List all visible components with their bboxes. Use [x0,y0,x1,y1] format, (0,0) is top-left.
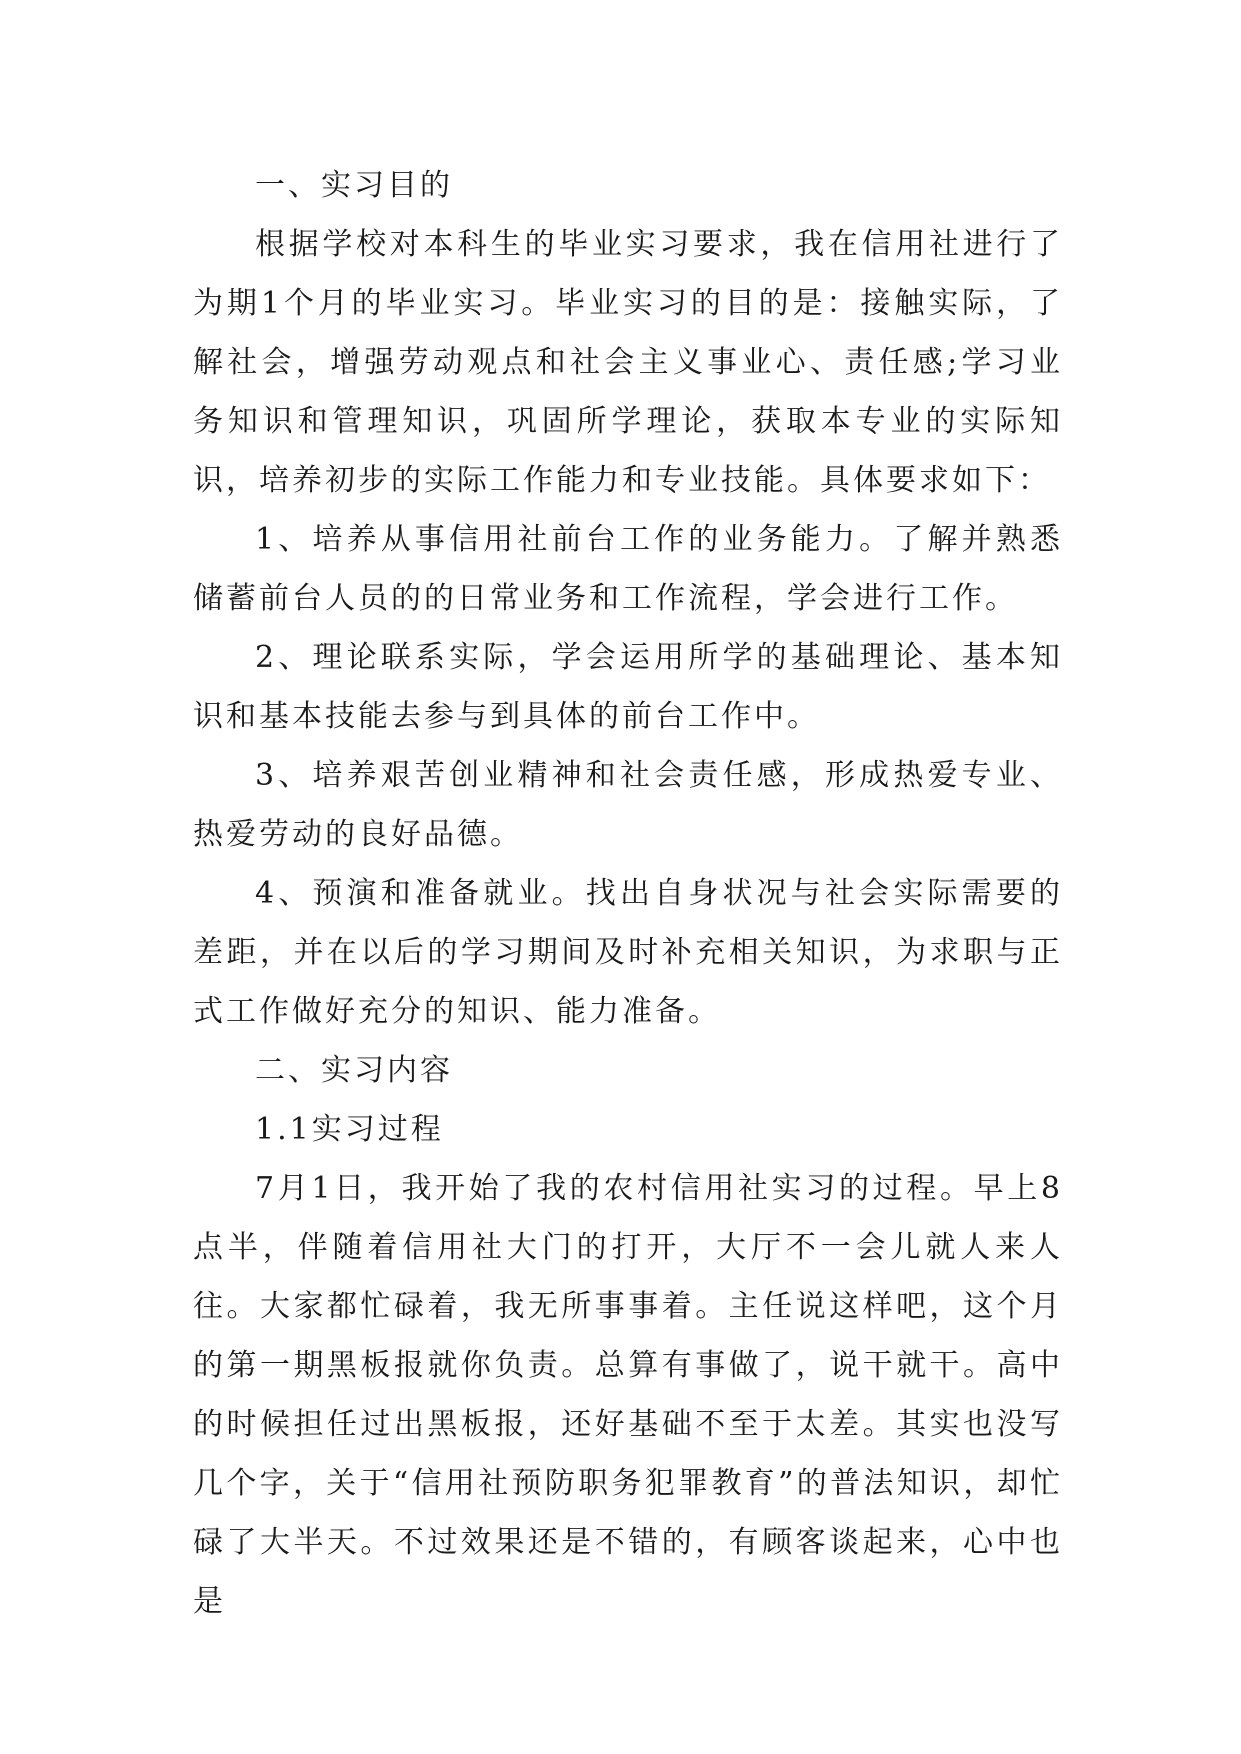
subsection-heading-process: 1.1实习过程 [255,1112,444,1147]
section-heading-purpose: 一、实习目的 [255,168,453,203]
paragraph-requirement-2: 2、理论联系实际，学会运用所学的基础理论、基本知识和基本技能去参与到具体的前台工作中。 [193,640,1063,734]
document-body [193,156,1063,1631]
section-heading-content: 二、实习内容 [255,1053,453,1088]
paragraph-requirement-4: 4、预演和准备就业。找出自身状况与社会实际需要的差距，并在以后的学习期间及时补充相关知识，为求职与正式工作做好充分的知识、能力准备。 [193,876,1063,1029]
paragraph-requirement-3: 3、培养艰苦创业精神和社会责任感，形成热爱专业、热爱劳动的良好品德。 [193,758,1063,852]
paragraph-requirement-1: 1、培养从事信用社前台工作的业务能力。了解并熟悉储蓄前台人员的的日常业务和工作流程，学会进行工作。 [193,522,1063,616]
paragraph-process: 7月1日，我开始了我的农村信用社实习的过程。早上8点半，伴随着信用社大门的打开，大厅不一会儿就人来人往。大家都忙碌着，我无所事事着。主任说这样吧，这个月的第一期黑板报就你负责。总算有事做了，说干就干。高中的时候担任过出黑板报，还好基础不至于太差。其实也没写几个字，关于“信用社预防职务犯罪教育”的普法知识，却忙碌了大半天。不过效果还是不错的，有顾客谈起来，心中也是 [193,1171,1063,1619]
paragraph-purpose-intro: 根据学校对本科生的毕业实习要求，我在信用社进行了为期1个月的毕业实习。毕业实习的目的是：接触实际，了解社会，增强劳动观点和社会主义事业心、责任感;学习业务知识和管理知识，巩固所学理论，获取本专业的实际知识，培养初步的实际工作能力和专业技能。具体要求如下： [193,227,1063,498]
